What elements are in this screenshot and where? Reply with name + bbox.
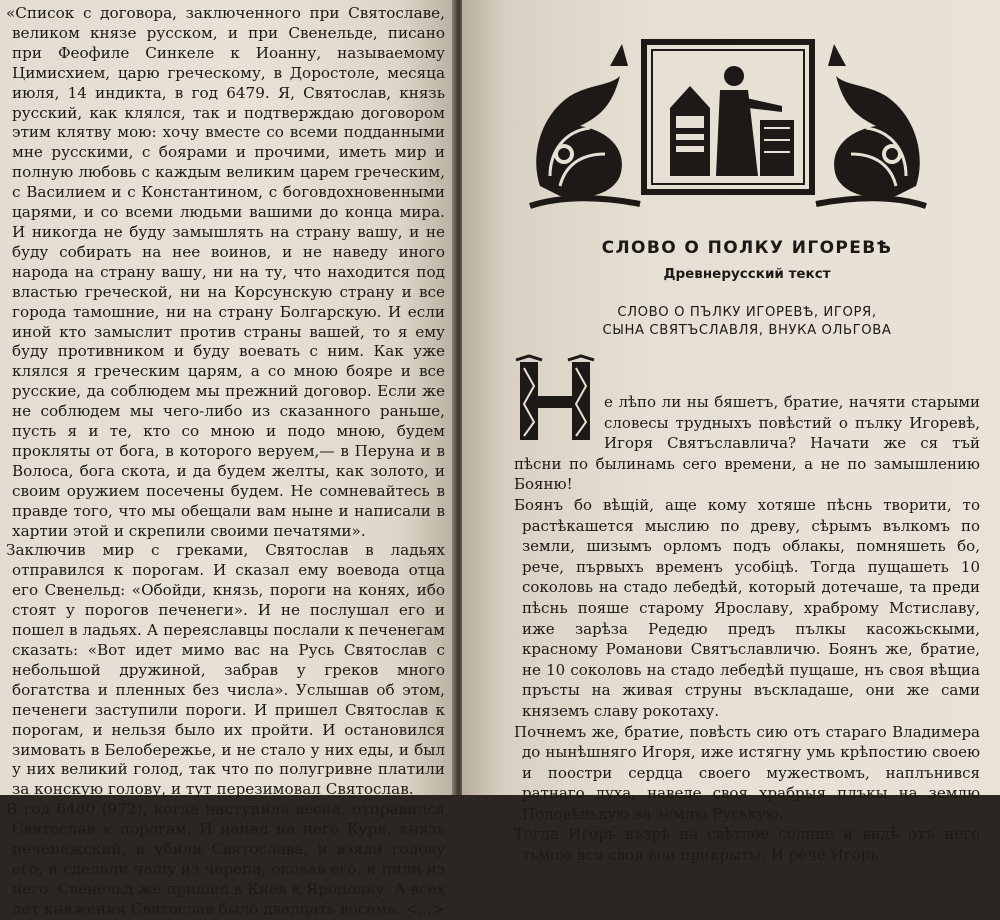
boyan-paragraph: Боянъ бо вѣщій, аще кому хотяше пѣснь творити, то растѣкашется мыслию по древу, сѣрымъ вълкомъ по земли, шизымъ орломъ подъ облакы, помняшеть бо, рече, първыхъ временъ усобіцѣ. Тогда пущашеть 10 соколовь на стадо лебедѣй, который дотечаше, та преди пѣснь пояше старому Ярославу, храброму Мстиславу, иже зарѣза Редедю предъ пълкы касожьскыми, красному Романови Святъславличю. Боянъ же, братие, не 10 соколовь на стадо лебедѣй пущаше, нъ своя вѣщиа пръсты на живая струны въскладаше, они же сами княземъ славу рокотаху. (514, 495, 980, 720)
death-paragraph: В год 6480 (972), когда наступила весна, отправился Святослав к порогам. И напал на него Куря, князь печенежский, и убили Святослава, и взяли голову его, и сделали чашу из черепа, оковав его, и пили из него. Свенельд же пришел в Киев к Ярополку. А всех лет княжения Святослав было двадцать восемь. <...> (6, 800, 445, 918)
right-bird-icon (816, 44, 926, 206)
return-paragraph: Заключив мир с греками, Святослав в ладьях отправился к порогам. И сказал ему воевода отца его Свенельд: «Обойди, князь, пороги на конях, ибо стоят у порогов печенеги». И не послушал его и пошел в ладьях. А переяславцы послали к печенегам сказать: «Вот идет мимо вас на Русь Святослав с небольшой дружиной, забрав у греков много богатства и пленных без числа». Услышав об этом, печенеги заступили пороги. И пришел Святослав к порогам, и нельзя было их пройти. И остановился зимовать в Белобережье, и не стало у них еды, и был у них великий голод, так что по полугривне платили за конскую голову, и тут перезимовал Святослав. (6, 541, 445, 799)
poem-heading (514, 304, 980, 340)
left-page-text (6, 4, 445, 920)
eclipse-paragraph: Тогда Игорь възрѣ на свѣтлое солнце и видѣ отъ него тьмою вся своя вои прикрыты. И рече Игорь (514, 825, 980, 865)
poem-heading-line-2: СЫНА СВЯТЪСЛАВЛЯ, ВНУКА ОЛЬГОВА (602, 323, 892, 338)
begin-tale-paragraph: Почнемъ же, братие, повѣсть сию отъ стараго Владимера до нынѣшняго Игоря, иже истягну умь крѣпостию своею и поостри сердца своего мужествомъ, наплънився ратнаго духа, наведе своя храбрыя плъкы на землю Половѣцькую за землю Руськую. (514, 722, 980, 823)
left-bird-icon (530, 44, 640, 206)
dropcap-letter: Н (554, 406, 556, 407)
poem-subtitle: Древнерусский текст (663, 266, 831, 282)
opening-paragraph: е лѣпо ли ны бяшетъ, братие, начяти старыми словесы трудныхъ повѣстий о пълку Игоревѣ, Игоря Святъславлича? Начати же ся тъй пѣсни по былинамь сего времени, а не по замышлению Бояню! (514, 393, 980, 494)
dropcap-initial (514, 356, 596, 442)
left-page (0, 0, 455, 918)
poem-title: СЛОВО О ПОЛКУ ИГОРЕВѢ (601, 238, 893, 258)
right-page (462, 0, 1000, 865)
poem-heading-line-1: СЛОВО О ПЪЛКУ ИГОРЕВѢ, ИГОРЯ, (617, 305, 877, 320)
treaty-paragraph: «Список с договора, заключенного при Святославе, великом князе русском, и при Свенельде, писано при Феофиле Синкеле к Иоанну, называемому Цимисхием, царю греческому, в Доростоле, месяца июля, 14 индикта, в год 6479. Я, Святослав, князь русский, как клялся, так и подтверждаю договором этим клятву мою: хочу вместе со всеми подданными мне русскими, с боярами и прочими, иметь мир и полную любовь с каждым великим царем греческим, с Василием и с Константином, с боговдохновенными царями, и со всеми людьми вашими до конца мира. И никогда не буду замышлять на страну вашу, и не буду собирать на нее воинов, и не наведу иного народа на страну вашу, ни на ту, что находится под властью греческой, ни на Корсунскую страну и все города тамошние, ни на страну Болгарскую. И если иной кто замыслит против страны вашей, то я ему буду противником и буду воевать с ним. Как уже клялся я греческим царям, а со мною бояре и все русские, да соблюдем мы прежний договор. Если же не соблюдем мы чего-либо из сказанного раньше, пусть я и те, кто со мною и подо мною, будем прокляты от бога, в которого веруем,— в Перуна и в Волоса, бога скота, и да будем желты, как золото, и своим оружием посечены будем. Не сомневайтесь в правде того, что мы обещали вам ныне и написали в хартии этой и скрепили своими печатями». (6, 4, 445, 540)
right-page-text (514, 354, 980, 866)
ornament-headpiece (520, 36, 936, 214)
